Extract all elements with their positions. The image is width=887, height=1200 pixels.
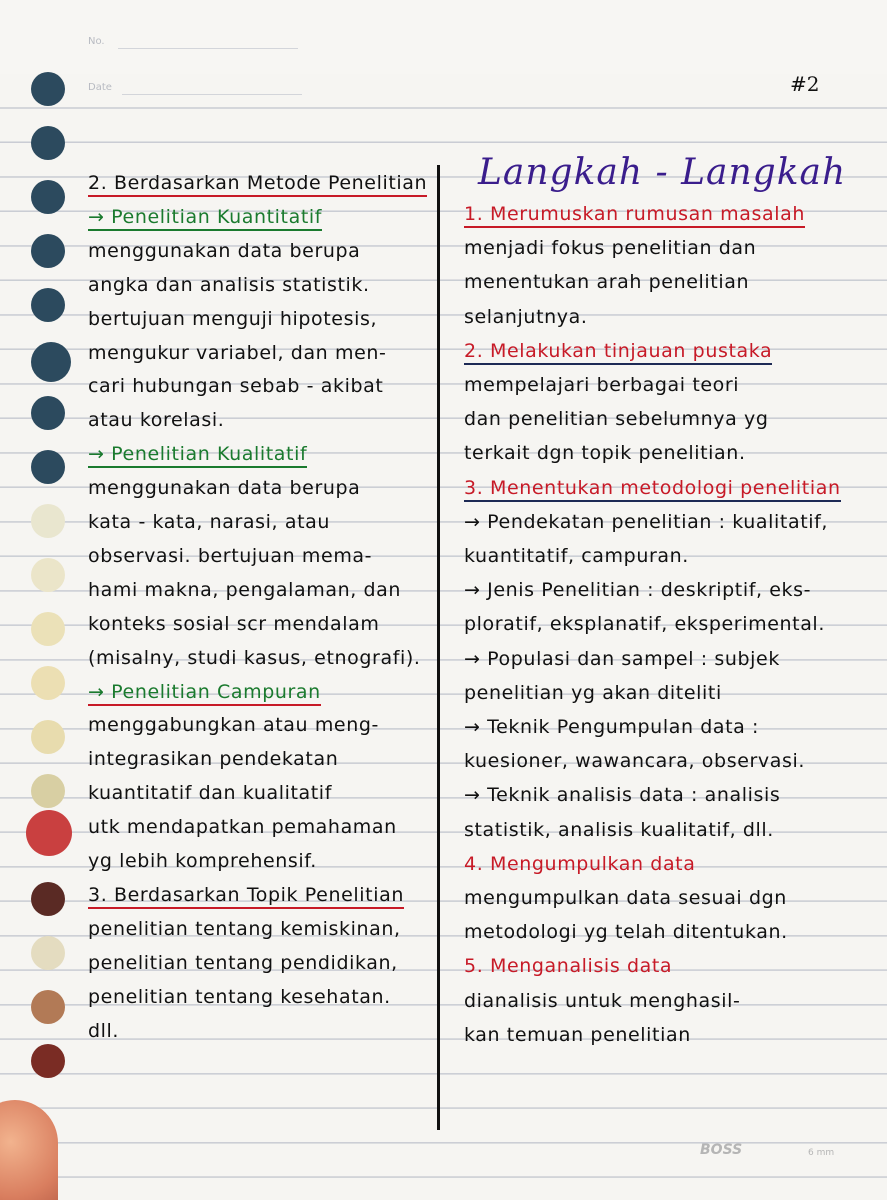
note-line: (misalny, studi kasus, etnografi). xyxy=(88,646,421,669)
note-line: → Penelitian Kuantitatif xyxy=(88,206,322,231)
note-line: statistik, analisis kualitatif, dll. xyxy=(464,818,774,841)
note-line: angka dan analisis statistik. xyxy=(88,273,370,296)
note-line: kuantitatif, campuran. xyxy=(464,545,689,567)
note-line: → Jenis Penelitian : deskriptif, eks- xyxy=(464,579,812,602)
binder-hole xyxy=(31,72,65,106)
binder-hole xyxy=(31,396,65,430)
note-line: dll. xyxy=(88,1019,120,1042)
note-line: mengukur variabel, dan men- xyxy=(88,341,387,364)
binder-hole xyxy=(31,1044,65,1078)
note-line: → Penelitian Campuran xyxy=(88,681,321,706)
note-line: 3. Menentukan metodologi penelitian xyxy=(464,477,841,502)
thumb xyxy=(0,1100,58,1200)
binder-hole xyxy=(31,720,65,754)
binder-hole xyxy=(31,450,65,484)
note-line: kan temuan penelitian xyxy=(464,1023,691,1046)
note-line: → Populasi dan sampel : subjek xyxy=(464,647,780,670)
header-band xyxy=(0,0,887,74)
note-line: utk mendapatkan pemahaman xyxy=(88,816,397,839)
note-line: 3. Berdasarkan Topik Penelitian xyxy=(88,884,404,909)
column-divider xyxy=(437,165,440,1130)
note-line: cari hubungan sebab - akibat xyxy=(88,375,384,398)
note-line: 5. Menganalisis data xyxy=(464,955,673,978)
header-no-line xyxy=(118,48,298,49)
right-column-title: Langkah - Langkah xyxy=(478,152,847,193)
note-line: 2. Berdasarkan Metode Penelitian xyxy=(88,172,427,197)
note-line: penelitian yg akan diteliti xyxy=(464,681,722,704)
binder-hole xyxy=(31,936,65,970)
note-line: mengumpulkan data sesuai dgn xyxy=(464,887,787,909)
page-number: #2 xyxy=(790,72,820,96)
binder-hole xyxy=(31,180,65,214)
note-line: 2. Melakukan tinjauan pustaka xyxy=(464,340,772,365)
note-line: penelitian tentang pendidikan, xyxy=(88,951,398,974)
note-line: integrasikan pendekatan xyxy=(88,748,339,771)
binder-hole xyxy=(31,126,65,160)
binder-hole xyxy=(31,288,65,322)
note-line: menggabungkan atau meng- xyxy=(88,714,379,737)
note-line: ploratif, eksplanatif, eksperimental. xyxy=(464,613,825,636)
binder-hole xyxy=(31,612,65,646)
note-line: penelitian tentang kemiskinan, xyxy=(88,917,401,940)
note-line: konteks sosial scr mendalam xyxy=(88,612,380,635)
notebook-brand: BOSS xyxy=(700,1142,743,1158)
binder-hole xyxy=(31,558,65,592)
note-line: → Teknik Pengumpulan data : xyxy=(464,716,760,738)
note-line: → Penelitian Kualitatif xyxy=(88,443,307,468)
binder-hole xyxy=(31,342,71,382)
note-line: yg lebih komprehensif. xyxy=(88,850,317,872)
note-line: menggunakan data berupa xyxy=(88,477,361,500)
ruling-size: 6 mm xyxy=(808,1148,835,1158)
note-line: → Pendekatan penelitian : kualitatif, xyxy=(464,510,829,533)
note-line: → Teknik analisis data : analisis xyxy=(464,784,781,807)
note-line: mempelajari berbagai teori xyxy=(464,374,740,396)
binder-hole xyxy=(31,234,65,268)
header-no-label: No. xyxy=(88,36,105,47)
binder-hole xyxy=(26,810,72,856)
note-line: dan penelitian sebelumnya yg xyxy=(464,408,769,431)
binder-hole xyxy=(31,882,65,916)
note-line: 1. Merumuskan rumusan masalah xyxy=(464,203,805,228)
note-line: 4. Mengumpulkan data xyxy=(464,852,696,875)
note-line: selanjutnya. xyxy=(464,305,588,328)
note-line: menggunakan data berupa xyxy=(88,239,361,262)
header-date-line xyxy=(122,94,302,95)
note-line: metodologi yg telah ditentukan. xyxy=(464,921,788,944)
note-line: terkait dgn topik penelitian. xyxy=(464,442,746,465)
note-line: kata - kata, narasi, atau xyxy=(88,511,330,533)
note-line: kuantitatif dan kualitatif xyxy=(88,782,332,805)
binder-hole xyxy=(31,990,65,1024)
binder-hole xyxy=(31,774,65,808)
note-line: hami makna, pengalaman, dan xyxy=(88,578,402,601)
note-line: kuesioner, wawancara, observasi. xyxy=(464,750,805,773)
binder-hole xyxy=(31,504,65,538)
note-line: observasi. bertujuan mema- xyxy=(88,544,373,567)
note-line: bertujuan menguji hipotesis, xyxy=(88,307,378,330)
note-line: dianalisis untuk menghasil- xyxy=(464,989,741,1012)
note-line: menentukan arah penelitian xyxy=(464,271,750,294)
note-line: menjadi fokus penelitian dan xyxy=(464,237,757,260)
note-line: atau korelasi. xyxy=(88,409,225,432)
binder-hole xyxy=(31,666,65,700)
header-date-label: Date xyxy=(88,82,112,93)
note-line: penelitian tentang kesehatan. xyxy=(88,985,391,1008)
